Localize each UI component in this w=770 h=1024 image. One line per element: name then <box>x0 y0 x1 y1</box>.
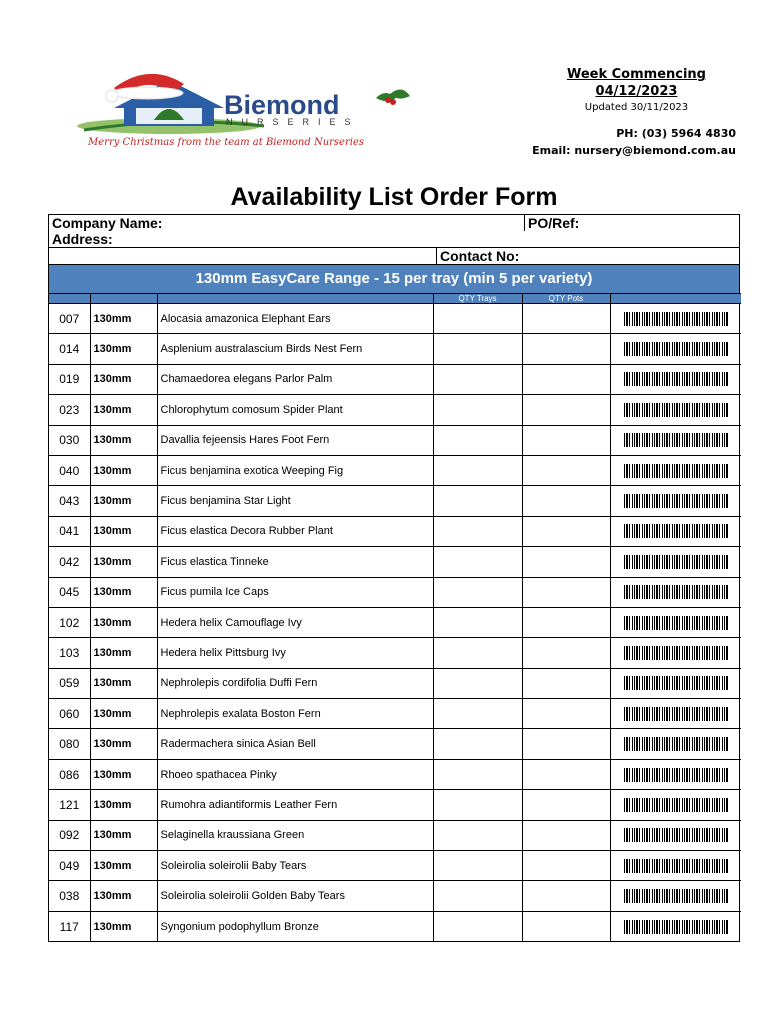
item-code: 042 <box>49 547 90 577</box>
item-name: Ficus benjamina exotica Weeping Fig <box>157 455 433 485</box>
barcode-cell <box>610 668 741 698</box>
item-size: 130mm <box>90 395 157 425</box>
header-qty-pots: QTY Pots <box>522 294 610 304</box>
table-row <box>49 577 741 607</box>
item-code: 080 <box>49 729 90 759</box>
item-name: Rumohra adiantiformis Leather Fern <box>157 790 433 820</box>
barcode <box>624 616 728 630</box>
qty-pots-input[interactable] <box>522 638 610 668</box>
week-label: Week Commencing <box>566 67 706 82</box>
barcode-cell <box>610 607 741 637</box>
item-name: Ficus elastica Decora Rubber Plant <box>157 516 433 546</box>
barcode <box>624 707 728 721</box>
item-size: 130mm <box>90 790 157 820</box>
qty-trays-input[interactable] <box>433 334 522 364</box>
table-row <box>49 790 741 820</box>
item-code: 014 <box>49 334 90 364</box>
item-code: 086 <box>49 759 90 789</box>
qty-trays-input[interactable] <box>433 577 522 607</box>
item-name: Nephrolepis cordifolia Duffi Fern <box>157 668 433 698</box>
barcode <box>624 676 728 690</box>
qty-pots-input[interactable] <box>522 790 610 820</box>
qty-pots-input[interactable] <box>522 304 610 334</box>
item-code: 045 <box>49 577 90 607</box>
item-size: 130mm <box>90 668 157 698</box>
item-size: 130mm <box>90 547 157 577</box>
table-row <box>49 455 741 485</box>
company-name-field[interactable]: Company Name: <box>49 215 525 231</box>
item-name: Syngonium podophyllum Bronze <box>157 911 433 941</box>
barcode-cell <box>610 911 741 941</box>
barcode-cell <box>610 364 741 394</box>
qty-trays-input[interactable] <box>433 607 522 637</box>
barcode <box>624 524 728 538</box>
header-qty-trays: QTY Trays <box>433 294 522 304</box>
table-row <box>49 395 741 425</box>
item-size: 130mm <box>90 638 157 668</box>
qty-pots-input[interactable] <box>522 395 610 425</box>
item-size: 130mm <box>90 881 157 911</box>
header-size <box>90 294 157 304</box>
item-name: Nephrolepis exalata Boston Fern <box>157 699 433 729</box>
item-code: 102 <box>49 607 90 637</box>
item-size: 130mm <box>90 304 157 334</box>
qty-pots-input[interactable] <box>522 668 610 698</box>
qty-pots-input[interactable] <box>522 911 610 941</box>
item-name: Soleirolia soleirolii Baby Tears <box>157 851 433 881</box>
qty-trays-input[interactable] <box>433 395 522 425</box>
table-row <box>49 304 741 334</box>
po-ref-field[interactable]: PO/Ref: <box>528 215 580 231</box>
biemond-logo <box>74 68 424 158</box>
qty-trays-input[interactable] <box>433 759 522 789</box>
qty-trays-input[interactable] <box>433 455 522 485</box>
item-name: Rhoeo spathacea Pinky <box>157 759 433 789</box>
barcode-cell <box>610 547 741 577</box>
order-form <box>48 214 740 942</box>
item-size: 130mm <box>90 699 157 729</box>
table-row <box>49 851 741 881</box>
barcode <box>624 494 728 508</box>
barcode-cell <box>610 699 741 729</box>
barcode-cell <box>610 759 741 789</box>
qty-pots-input[interactable] <box>522 759 610 789</box>
barcode <box>624 920 728 934</box>
barcode <box>624 737 728 751</box>
qty-trays-input[interactable] <box>433 516 522 546</box>
qty-trays-input[interactable] <box>433 699 522 729</box>
barcode-cell <box>610 851 741 881</box>
phone-number: PH: (03) 5964 4830 <box>616 127 736 140</box>
barcode <box>624 555 728 569</box>
item-name: Alocasia amazonica Elephant Ears <box>157 304 433 334</box>
qty-trays-input[interactable] <box>433 668 522 698</box>
item-name: Soleirolia soleirolii Golden Baby Tears <box>157 881 433 911</box>
item-code: 043 <box>49 486 90 516</box>
item-size: 130mm <box>90 759 157 789</box>
item-size: 130mm <box>90 486 157 516</box>
item-name: Chlorophytum comosum Spider Plant <box>157 395 433 425</box>
form-row-company <box>49 215 739 231</box>
barcode-cell <box>610 425 741 455</box>
qty-trays-input[interactable] <box>433 851 522 881</box>
email-address: Email: nursery@biemond.com.au <box>532 144 736 157</box>
item-code: 117 <box>49 911 90 941</box>
barcode-cell <box>610 820 741 850</box>
barcode-cell <box>610 638 741 668</box>
page-title: Availability List Order Form <box>230 183 558 211</box>
qty-pots-input[interactable] <box>522 455 610 485</box>
qty-pots-input[interactable] <box>522 486 610 516</box>
item-size: 130mm <box>90 851 157 881</box>
item-code: 092 <box>49 820 90 850</box>
table-row <box>49 364 741 394</box>
item-code: 041 <box>49 516 90 546</box>
qty-trays-input[interactable] <box>433 911 522 941</box>
table-header-row <box>49 294 741 304</box>
item-name: Hedera helix Camouflage Ivy <box>157 607 433 637</box>
item-code: 040 <box>49 455 90 485</box>
item-code: 030 <box>49 425 90 455</box>
item-name: Chamaedorea elegans Parlor Palm <box>157 364 433 394</box>
week-info <box>567 66 706 113</box>
item-code: 038 <box>49 881 90 911</box>
item-size: 130mm <box>90 364 157 394</box>
item-name: Davallia fejeensis Hares Foot Fern <box>157 425 433 455</box>
barcode <box>624 433 728 447</box>
item-size: 130mm <box>90 425 157 455</box>
barcode <box>624 859 728 873</box>
item-size: 130mm <box>90 577 157 607</box>
barcode <box>624 372 728 386</box>
table-row <box>49 516 741 546</box>
barcode-cell <box>610 790 741 820</box>
barcode <box>624 828 728 842</box>
form-row-contact <box>49 247 739 264</box>
brand-name-text: Biemond <box>224 90 340 120</box>
table-row <box>49 607 741 637</box>
table-row <box>49 759 741 789</box>
barcode-cell <box>610 455 741 485</box>
item-name: Radermachera sinica Asian Bell <box>157 729 433 759</box>
qty-trays-input[interactable] <box>433 790 522 820</box>
barcode-cell <box>610 729 741 759</box>
item-code: 019 <box>49 364 90 394</box>
barcode <box>624 342 728 356</box>
qty-trays-input[interactable] <box>433 486 522 516</box>
item-name: Ficus elastica Tinneke <box>157 547 433 577</box>
qty-pots-input[interactable] <box>522 881 610 911</box>
form-row-address <box>49 231 739 247</box>
address-field[interactable]: Address: <box>52 231 113 247</box>
table-row <box>49 638 741 668</box>
qty-pots-input[interactable] <box>522 547 610 577</box>
barcode-cell <box>610 577 741 607</box>
table-row <box>49 668 741 698</box>
item-size: 130mm <box>90 334 157 364</box>
qty-trays-input[interactable] <box>433 820 522 850</box>
table-row <box>49 486 741 516</box>
section-banner: 130mm EasyCare Range - 15 per tray (min 5 per variety) <box>49 264 739 293</box>
barcode <box>624 312 728 326</box>
contact-no-field[interactable]: Contact No: <box>440 248 520 264</box>
address-blank[interactable] <box>49 248 437 264</box>
qty-pots-input[interactable] <box>522 364 610 394</box>
item-code: 059 <box>49 668 90 698</box>
barcode-cell <box>610 881 741 911</box>
table-row <box>49 699 741 729</box>
barcode <box>624 798 728 812</box>
contact-info <box>532 125 736 159</box>
item-name: Ficus benjamina Star Light <box>157 486 433 516</box>
item-name: Hedera helix Pittsburg Ivy <box>157 638 433 668</box>
barcode <box>624 585 728 599</box>
item-code: 023 <box>49 395 90 425</box>
qty-trays-input[interactable] <box>433 547 522 577</box>
qty-trays-input[interactable] <box>433 729 522 759</box>
barcode <box>624 889 728 903</box>
qty-trays-input[interactable] <box>433 425 522 455</box>
table-row <box>49 820 741 850</box>
barcode <box>624 464 728 478</box>
header-name <box>157 294 433 304</box>
item-size: 130mm <box>90 607 157 637</box>
item-size: 130mm <box>90 911 157 941</box>
item-name: Selaginella kraussiana Green <box>157 820 433 850</box>
table-row <box>49 911 741 941</box>
barcode-cell <box>610 304 741 334</box>
logo-graphic <box>74 68 424 158</box>
item-size: 130mm <box>90 516 157 546</box>
qty-trays-input[interactable] <box>433 304 522 334</box>
table-row <box>49 547 741 577</box>
item-size: 130mm <box>90 820 157 850</box>
qty-trays-input[interactable] <box>433 638 522 668</box>
item-size: 130mm <box>90 455 157 485</box>
item-name: Ficus pumila Ice Caps <box>157 577 433 607</box>
qty-trays-input[interactable] <box>433 881 522 911</box>
qty-trays-input[interactable] <box>433 364 522 394</box>
item-name: Asplenium australascium Birds Nest Fern <box>157 334 433 364</box>
item-code: 007 <box>49 304 90 334</box>
brand-sub-text: NURSERIES <box>226 117 360 127</box>
header-code <box>49 294 90 304</box>
availability-table <box>49 293 741 941</box>
barcode <box>624 646 728 660</box>
qty-pots-input[interactable] <box>522 516 610 546</box>
updated-date: Updated 30/11/2023 <box>584 102 689 113</box>
barcode-cell <box>610 395 741 425</box>
qty-pots-input[interactable] <box>522 607 610 637</box>
table-row <box>49 334 741 364</box>
qty-pots-input[interactable] <box>522 577 610 607</box>
barcode <box>624 403 728 417</box>
header-barcode <box>610 294 741 304</box>
qty-pots-input[interactable] <box>522 699 610 729</box>
tagline-text: Merry Christmas from the team at Biemond Nurseries <box>88 137 364 148</box>
table-row <box>49 881 741 911</box>
item-code: 049 <box>49 851 90 881</box>
item-code: 060 <box>49 699 90 729</box>
barcode-cell <box>610 334 741 364</box>
qty-pots-input[interactable] <box>522 425 610 455</box>
qty-pots-input[interactable] <box>522 729 610 759</box>
barcode-cell <box>610 516 741 546</box>
item-code: 103 <box>49 638 90 668</box>
barcode-cell <box>610 486 741 516</box>
item-code: 121 <box>49 790 90 820</box>
table-row <box>49 729 741 759</box>
week-date: 04/12/2023 <box>595 84 678 99</box>
table-row <box>49 425 741 455</box>
qty-pots-input[interactable] <box>522 334 610 364</box>
qty-pots-input[interactable] <box>522 851 610 881</box>
qty-pots-input[interactable] <box>522 820 610 850</box>
barcode <box>624 768 728 782</box>
item-size: 130mm <box>90 729 157 759</box>
